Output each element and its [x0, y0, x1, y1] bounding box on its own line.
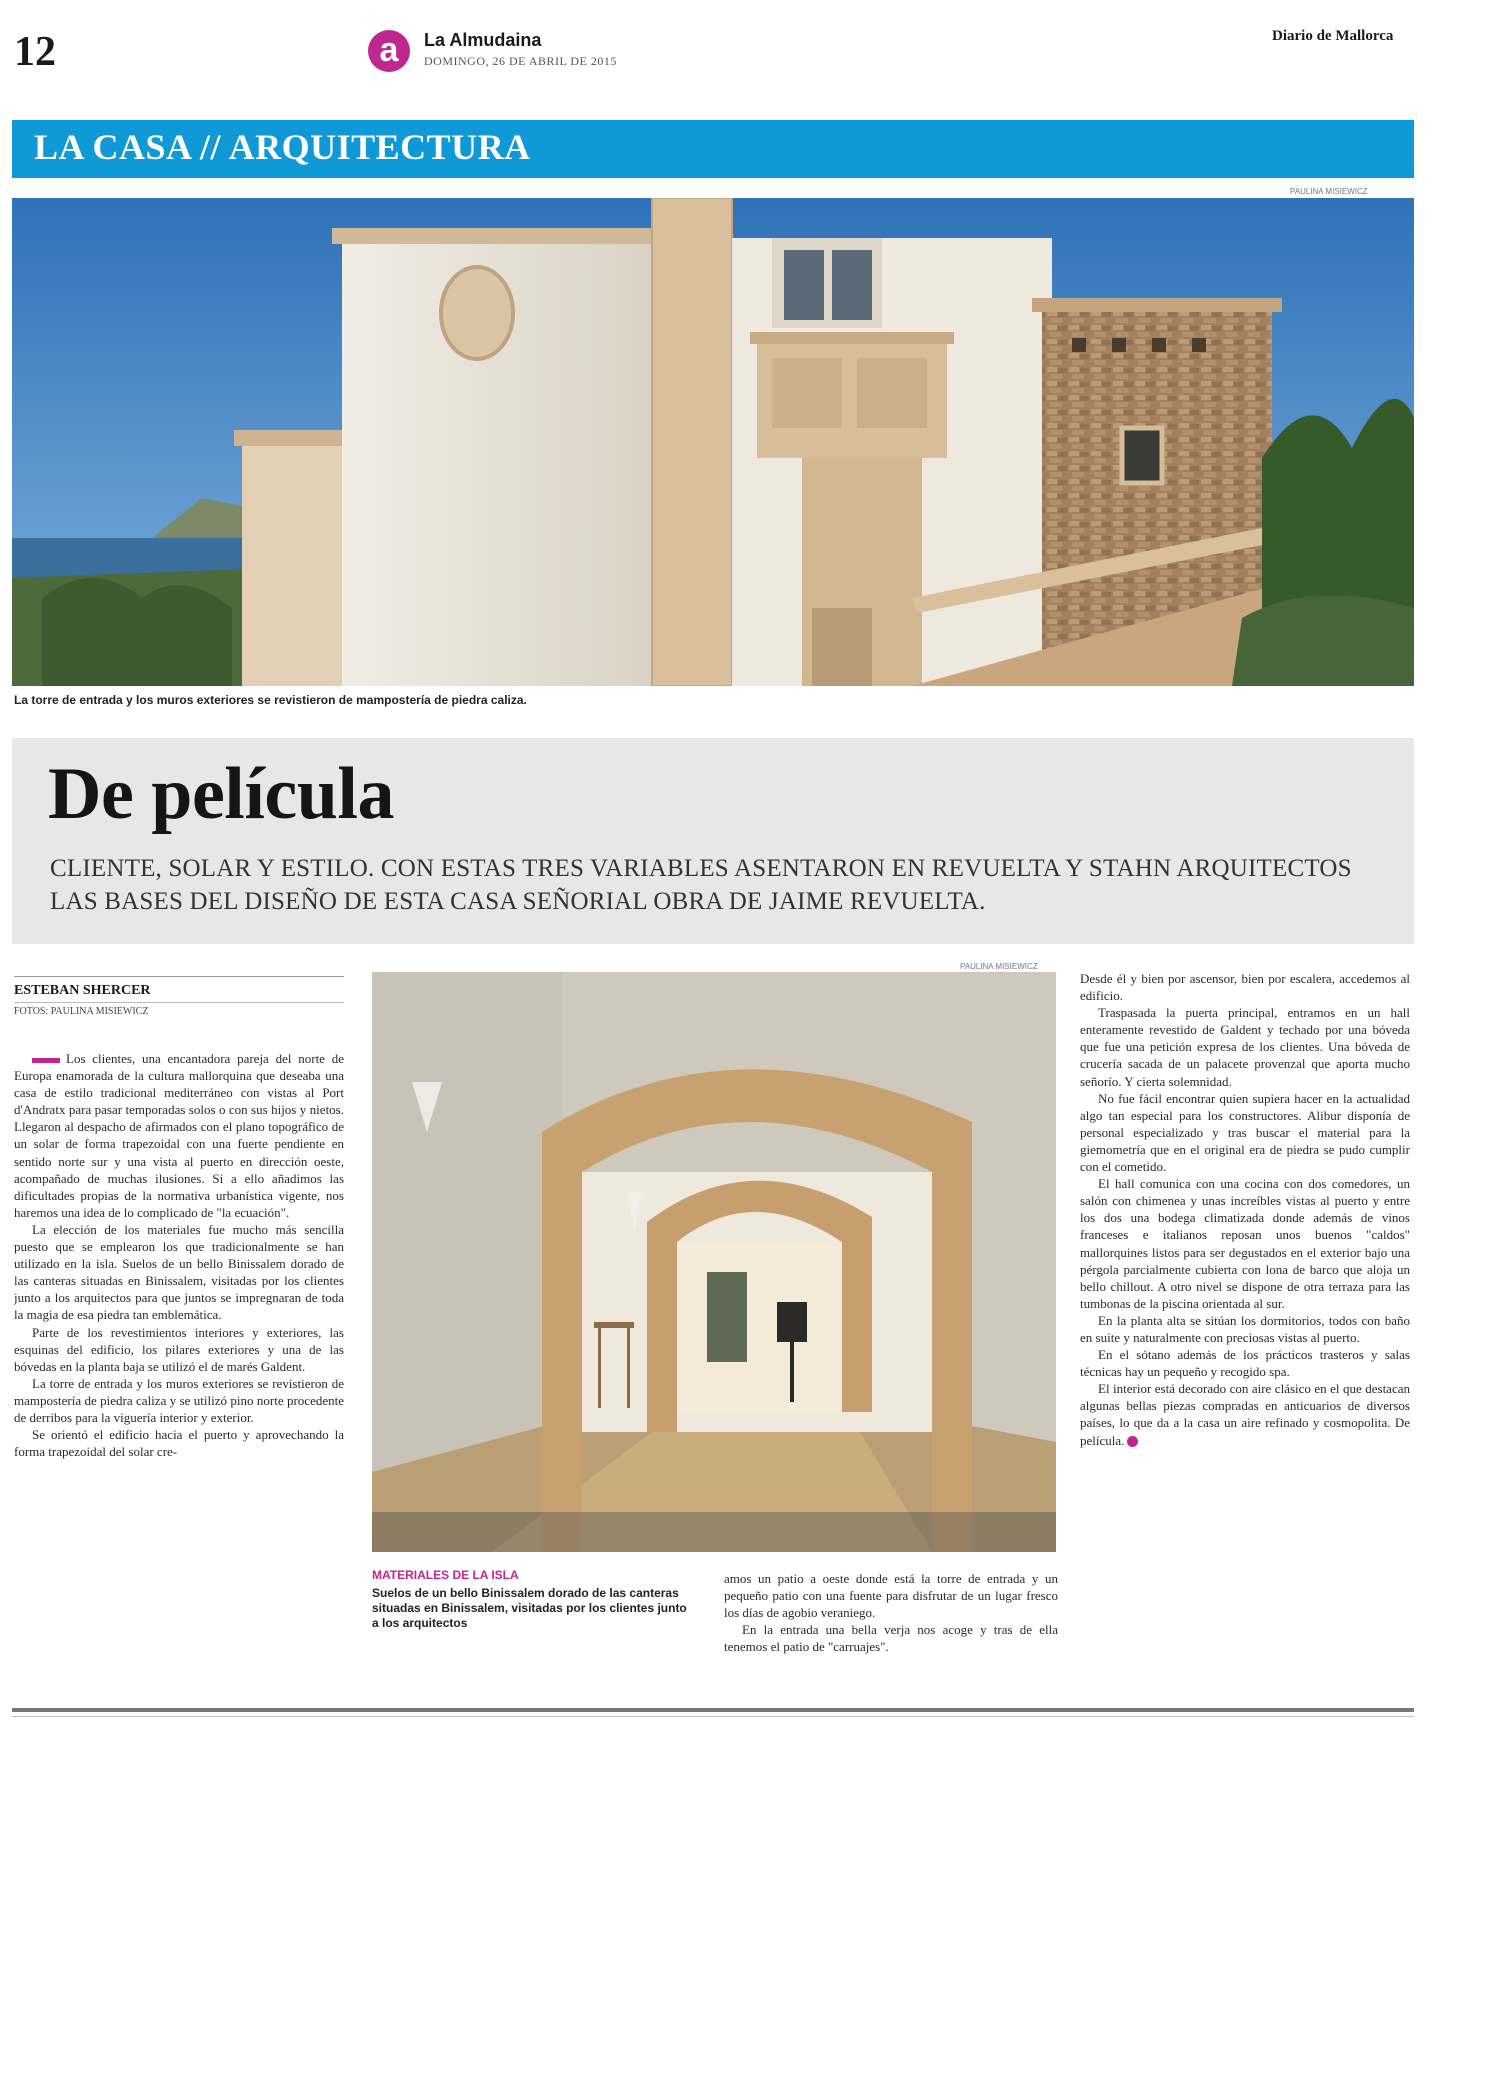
article-paragraph: Desde él y bien por ascensor, bien por escalera, accedemos al edificio.: [1080, 971, 1410, 1004]
byline-rule-secondary: [14, 1002, 344, 1003]
page-bottom-rule: [12, 1708, 1414, 1712]
article-paragraph: En la planta alta se sitúan los dormitorios, todos con baño en suite y naturalmente con preciosas vistas al puerto.: [1080, 1312, 1410, 1345]
article-paragraph: Los clientes, una encantadora pareja del norte de Europa enamorada de la cultura mallorquina que deseaba una casa de estilo tradicional mediterráneo con vistas al Port d'Andratx para pasar temporadas solos o con sus hijos y nietos. Llegaron al despacho de afirmados con el plano topográfico de un solar de forma trapezoidal con una fuerte pendiente en sentido norte sur y una vista al puerto en dirección oeste, acompañado de muchas ilusiones. Si a ello añadimos las dificultades propias de la normativa urbanística vigente, nos haremos una idea de lo complicado de "la ecuación".: [14, 1051, 344, 1220]
article-paragraph: El hall comunica con una cocina con dos comedores, un salón con chimenea y unas increíbles vistas al puerto y entre los dos una bodega climatizada donde además de vinos franceses e italianos reposan unos buenos "caldos" mallorquines listos para ser degustados en el exterior bajo una pérgola parcialmente cubierta con lona de barco que aloja un bello chillout. A otro nivel se dispone de otra terraza para las tumbonas de la piscina orientada al sur.: [1080, 1176, 1410, 1311]
article-paragraph: La elección de los materiales fue mucho más sencilla puesto que se emplearon los que tradicionalmente se han utilizado en la isla. Suelos de un bello Binissalem dorado de las canteras situadas en Binissalem, visitadas por los clientes junto a los arquitectos para que juntos se impregnaran de toda la magia de esa piedra tan emblemática.: [14, 1221, 344, 1323]
section-title: LA CASA // ARQUITECTURA: [34, 127, 531, 167]
article-headline: De película: [48, 753, 394, 835]
article-paragraph: Traspasada la puerta principal, entramos en un hall enteramente revestido de Galdent y techado por una bóveda que fue una petición expresa de los clientes. Una bóveda de crucería sacada de un palacete provenzal que aporta mucho señorío. Y cierta solemnidad.: [1080, 1005, 1410, 1089]
main-photo-credit: PAULINA MISIEWICZ: [1290, 187, 1368, 196]
page-number: 12: [14, 29, 56, 75]
second-photo-caption-kicker: MATERIALES DE LA ISLA: [372, 1568, 519, 1582]
article-paragraph: No fue fácil encontrar quien supiera hacer en la actualidad algo tan especial para los constructores. Alibur disponía de personal especializado y tras buscar el material para la giemometría que en el original era de piedra se pudo cumplir con el cometido.: [1080, 1090, 1410, 1175]
article-paragraph: Se orientó el edificio hacia el puerto y aprovechando la forma trapezoidal del solar cre-: [14, 1427, 344, 1460]
main-photo-villa-exterior: [12, 198, 1414, 686]
almudaina-logo-icon: a: [368, 30, 410, 72]
lead-marker-icon: [32, 1058, 60, 1063]
page-bottom-rule-thin: [12, 1716, 1414, 1717]
byline-author: ESTEBAN SHERCER: [14, 983, 151, 998]
article-paragraph: La torre de entrada y los muros exteriores se revistieron de mampostería de piedra caliza y se utilizó pino norte procedente de derribos para la viguería interior y exterior.: [14, 1375, 344, 1425]
article-paragraph: En la entrada una bella verja nos acoge y tras de ella tenemos el patio de "carruajes".: [724, 1622, 1058, 1655]
second-photo-credit: PAULINA MISIEWICZ: [960, 962, 1038, 971]
article-paragraph: El interior está decorado con aire clásico en el que destacan algunas bellas piezas compradas en anticuarios de diversos países, lo que da a la casa un aire refinado y cosmopolita. De película.: [1080, 1381, 1410, 1448]
second-photo-interior-arches: [372, 972, 1056, 1552]
article-paragraph: En el sótano además de los prácticos trasteros y salas técnicas hay un pequeño y recogido spa.: [1080, 1347, 1410, 1380]
article-subhead: CLIENTE, SOLAR Y ESTILO. CON ESTAS TRES VARIABLES ASENTARON EN REVUELTA Y STAHN ARQUITECTOS LAS BASES DEL DISEÑO DE ESTA CASA SEÑORIAL OBRA DE JAIME REVUELTA.: [50, 855, 1352, 915]
article-paragraph: Parte de los revestimientos interiores y exteriores, las esquinas del edificio, los pilares exteriores y una de las bóvedas en la planta baja se utilizó el de marés Galdent.: [14, 1324, 344, 1374]
issue-date: DOMINGO, 26 DE ABRIL DE 2015: [424, 54, 617, 68]
byline-rule: [14, 976, 344, 977]
supplement-name: La Almudaina: [424, 30, 542, 50]
main-photo-caption: La torre de entrada y los muros exteriores se revistieron de mampostería de piedra caliza.: [14, 693, 527, 707]
article-column-1: [14, 1050, 344, 1670]
publication-name: Diario de Mallorca: [1272, 28, 1394, 44]
end-of-article-icon: [1127, 1436, 1138, 1447]
second-photo-caption: Suelos de un bello Binissalem dorado de las canteras situadas en Binissalem, visitadas por los clientes junto a los arquitectos: [372, 1586, 687, 1630]
article-paragraph: amos un patio a oeste donde está la torre de entrada y un pequeño patio con una fuente para disfrutar de un lugar fresco los días de agobio veraniego.: [724, 1571, 1058, 1621]
byline-photos: FOTOS: PAULINA MISIEWICZ: [14, 1006, 149, 1017]
article-column-2: [724, 1570, 1058, 1680]
article-column-3: [1080, 970, 1410, 1670]
